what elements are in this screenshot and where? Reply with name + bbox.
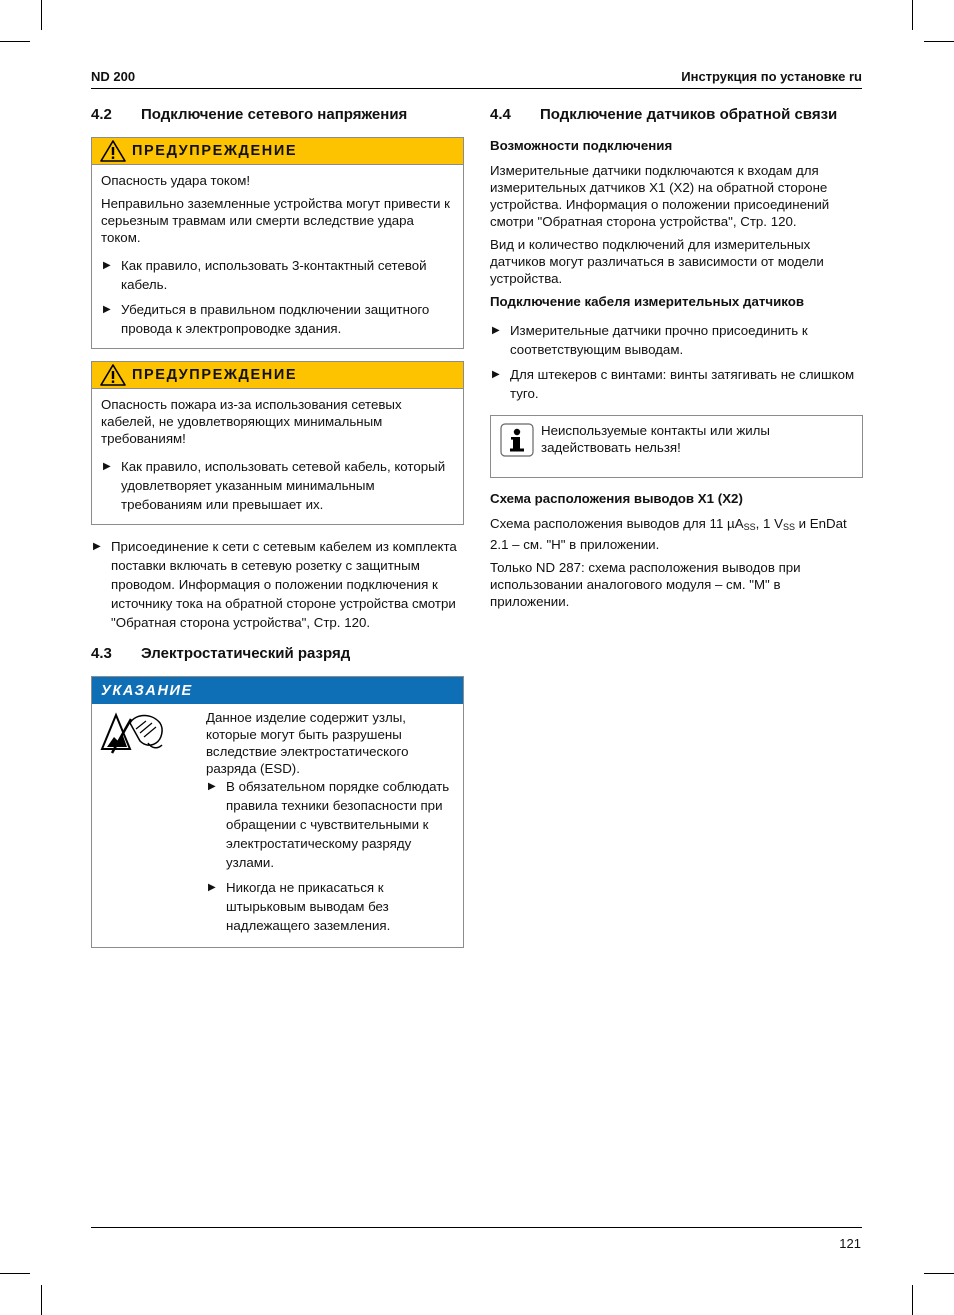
list-item-text: Убедиться в правильном подключении защитного провода к электропроводке здания.: [121, 302, 430, 336]
header-doc-title: Инструкция по установке ru: [681, 69, 862, 84]
subheading: Подключение кабеля измерительных датчиков: [490, 294, 805, 309]
warning-body: [92, 389, 463, 524]
crop-mark: [924, 41, 954, 42]
list-item-text: Измерительные датчики прочно присоединить к соответствующим выводам.: [510, 323, 808, 357]
list-item: [101, 457, 454, 514]
paragraph: Только ND 287: схема расположения выводов при использовании аналогового модуля – см. "M" в приложении.: [490, 560, 801, 609]
list-item-text: Никогда не прикасаться к штырьковым выводам без надлежащего заземления.: [226, 880, 391, 933]
warning-triangle-icon: [100, 140, 126, 162]
section-number: 4.2: [91, 106, 112, 123]
bullet-triangle-icon: ▶: [208, 882, 216, 893]
warning-text: Опасность удара током!: [101, 173, 251, 188]
warning-header: [92, 362, 463, 389]
warning-box-fire: [91, 361, 464, 525]
section-title: Подключение сетевого напряжения: [141, 106, 408, 123]
list-item: [206, 878, 456, 935]
section-title: Подключение датчиков обратной связи: [540, 106, 838, 123]
section-title: Электростатический разряд: [141, 645, 351, 662]
subheading: Схема расположения выводов X1 (X2): [490, 491, 743, 506]
crop-mark: [41, 1285, 42, 1315]
section-heading-4-2: [91, 105, 464, 125]
section-number: 4.4: [490, 106, 511, 123]
info-text: Неиспользуемые контакты или жилы задействовать нельзя!: [541, 423, 770, 455]
warning-box-electric: [91, 137, 464, 349]
note-paragraph: Данное изделие содержит узлы, которые могут быть разрушены вследствие электростатического разряда (ESD).: [206, 710, 409, 776]
page-header: [91, 68, 862, 89]
list-item: [101, 256, 454, 294]
info-box: [490, 415, 863, 478]
list-item-text: Как правило, использовать 3-контактный сетевой кабель.: [121, 258, 427, 292]
paragraph: Вид и количество подключений для измерительных датчиков могут различаться в зависимости от модели устройства.: [490, 237, 824, 286]
esd-icon: [92, 709, 206, 941]
text-run: и EnDat 2.1 – см. "H" в приложении.: [490, 516, 847, 552]
subscript: SS: [743, 522, 756, 532]
note-box-esd: [91, 676, 464, 948]
list-item: [91, 537, 464, 632]
note-label: УКАЗАНИЕ: [101, 682, 193, 699]
crop-mark: [41, 0, 42, 30]
list-item: [101, 300, 454, 338]
crop-mark: [912, 0, 913, 30]
crop-mark: [912, 1285, 913, 1315]
bullet-triangle-icon: ▶: [492, 325, 500, 336]
crop-mark: [0, 41, 30, 42]
warning-text: Неправильно заземленные устройства могут привести к серьезным травмам или смерти вследствие удара током.: [101, 196, 450, 245]
note-body: [92, 704, 463, 947]
bullet-triangle-icon: ▶: [492, 369, 500, 380]
warning-triangle-icon: [100, 364, 126, 386]
section-heading-4-4: [490, 105, 863, 125]
section-heading-4-3: [91, 644, 464, 664]
header-model: ND 200: [91, 69, 136, 84]
warning-body: [92, 165, 463, 348]
warning-label: ПРЕДУПРЕЖДЕНИЕ: [132, 367, 298, 383]
right-column: [490, 105, 863, 616]
bullet-triangle-icon: ▶: [103, 260, 111, 271]
subheading: Возможности подключения: [490, 138, 673, 153]
bullet-triangle-icon: ▶: [93, 541, 101, 552]
paragraph: Измерительные датчики подключаются к входам для измерительных датчиков X1 (X2) на обратной стороне устройства. Информация о положении присоединений смотри "Обратная сторона устройства", Стр. 120.: [490, 163, 830, 229]
crop-mark: [924, 1273, 954, 1274]
list-item-text: Для штекеров с винтами: винты затягивать не слишком туго.: [510, 367, 855, 401]
list-item: [490, 365, 863, 403]
text-run: Схема расположения выводов для 11 µA: [490, 516, 744, 531]
list-item-text: Присоединение к сети с сетевым кабелем из комплекта поставки включать в сетевую розетку с защитным проводом. Информация о положении подключения к источнику тока на обратной стороне устройства смотри "Обратная сторона устройства", Стр. 120.: [111, 539, 457, 630]
list-item: [490, 321, 863, 359]
note-header: [92, 677, 463, 704]
left-column: [91, 105, 464, 948]
paragraph-pinout: [490, 515, 863, 553]
bullet-triangle-icon: ▶: [103, 304, 111, 315]
list-item: [206, 777, 456, 872]
footer-rule: [91, 1227, 862, 1228]
bullet-triangle-icon: ▶: [103, 461, 111, 472]
warning-text: Опасность пожара из-за использования сетевых кабелей, не удовлетворяющих минимальным требованиям!: [101, 397, 402, 446]
info-icon: [491, 416, 541, 477]
text-run: , 1 V: [755, 516, 783, 531]
crop-mark: [0, 1273, 30, 1274]
warning-header: [92, 138, 463, 165]
list-item-text: Как правило, использовать сетевой кабель, который удовлетворяет указанным минимальным требованиям или превышает их.: [121, 459, 446, 512]
subscript: SS: [782, 522, 795, 532]
section-number: 4.3: [91, 645, 112, 662]
list-item-text: В обязательном порядке соблюдать правила техники безопасности при обращении с чувствительными к электростатическому разряду узлами.: [226, 779, 450, 870]
note-text: [206, 709, 456, 941]
warning-label: ПРЕДУПРЕЖДЕНИЕ: [132, 143, 298, 159]
bullet-triangle-icon: ▶: [208, 781, 216, 792]
page-number: 121: [839, 1236, 861, 1251]
